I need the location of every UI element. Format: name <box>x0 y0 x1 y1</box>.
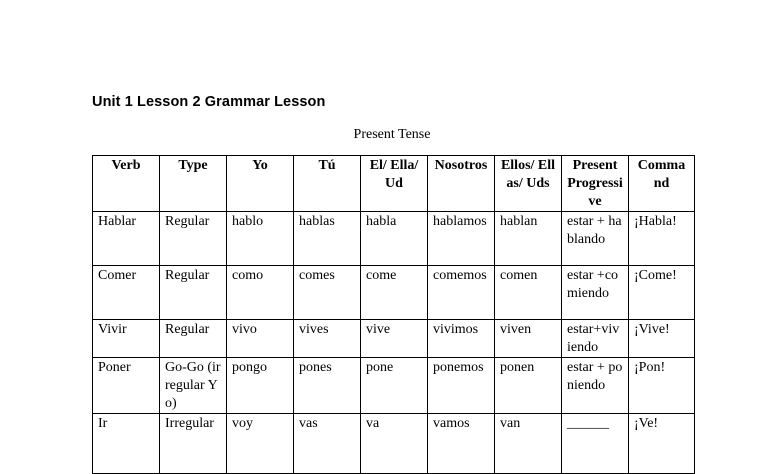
header-type: Type <box>160 156 227 212</box>
cell-command: ¡Vive! <box>629 320 695 358</box>
cell-el: va <box>361 414 428 474</box>
table-row <box>93 414 695 474</box>
conjugation-table <box>92 155 695 474</box>
document-subtitle: Present Tense <box>353 127 431 142</box>
cell-nosotros: hablamos <box>428 212 495 266</box>
cell-ellos: comen <box>495 266 562 320</box>
cell-verb: Ir <box>93 414 160 474</box>
table-row <box>93 212 695 266</box>
cell-nosotros: comemos <box>428 266 495 320</box>
cell-el: vive <box>361 320 428 358</box>
cell-tu: vas <box>294 414 361 474</box>
document-title: Unit 1 Lesson 2 Grammar Lesson <box>92 94 326 110</box>
cell-type: Irregular <box>160 414 227 474</box>
cell-progressive: estar + poniendo <box>562 358 629 414</box>
cell-el: pone <box>361 358 428 414</box>
cell-ellos: viven <box>495 320 562 358</box>
cell-yo: como <box>227 266 294 320</box>
cell-yo: pongo <box>227 358 294 414</box>
header-tu: Tú <box>294 156 361 212</box>
cell-type: Regular <box>160 320 227 358</box>
cell-yo: hablo <box>227 212 294 266</box>
table-row <box>93 266 695 320</box>
cell-nosotros: ponemos <box>428 358 495 414</box>
cell-type: Go-Go (irregular Yo) <box>160 358 227 414</box>
cell-el: come <box>361 266 428 320</box>
cell-type: Regular <box>160 212 227 266</box>
cell-progressive: estar+viviendo <box>562 320 629 358</box>
cell-verb: Hablar <box>93 212 160 266</box>
header-present-progressive: Present Progressive <box>562 156 629 212</box>
cell-verb: Poner <box>93 358 160 414</box>
cell-tu: vives <box>294 320 361 358</box>
header-nosotros: Nosotros <box>428 156 495 212</box>
cell-command: ¡Habla! <box>629 212 695 266</box>
cell-nosotros: vamos <box>428 414 495 474</box>
cell-tu: hablas <box>294 212 361 266</box>
header-el-ella-ud: El/ Ella/Ud <box>361 156 428 212</box>
cell-verb: Vivir <box>93 320 160 358</box>
cell-type: Regular <box>160 266 227 320</box>
cell-tu: comes <box>294 266 361 320</box>
cell-command: ¡Pon! <box>629 358 695 414</box>
cell-progressive: estar +comiendo <box>562 266 629 320</box>
cell-progressive: ______ <box>562 414 629 474</box>
cell-command: ¡Come! <box>629 266 695 320</box>
cell-ellos: ponen <box>495 358 562 414</box>
cell-progressive: estar + hablando <box>562 212 629 266</box>
cell-tu: pones <box>294 358 361 414</box>
cell-yo: vivo <box>227 320 294 358</box>
cell-nosotros: vivimos <box>428 320 495 358</box>
table-header-row <box>93 156 695 212</box>
table-row <box>93 320 695 358</box>
cell-ellos: hablan <box>495 212 562 266</box>
table-row <box>93 358 695 414</box>
header-yo: Yo <box>227 156 294 212</box>
cell-el: habla <box>361 212 428 266</box>
cell-yo: voy <box>227 414 294 474</box>
cell-command: ¡Ve! <box>629 414 695 474</box>
header-command: Command <box>629 156 695 212</box>
cell-verb: Comer <box>93 266 160 320</box>
header-verb: Verb <box>93 156 160 212</box>
header-ellos-ellas-uds: Ellos/ Ellas/ Uds <box>495 156 562 212</box>
cell-ellos: van <box>495 414 562 474</box>
